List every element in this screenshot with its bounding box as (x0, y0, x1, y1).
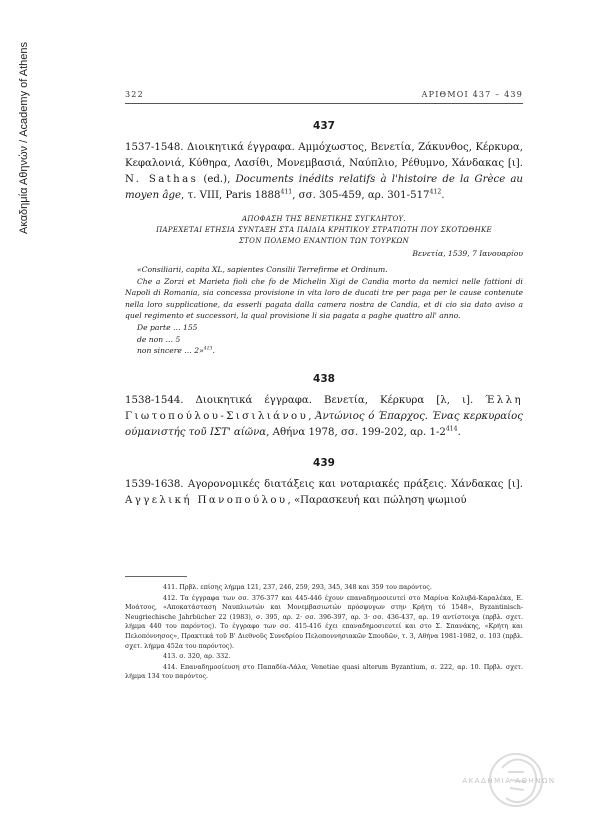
entry-author: Έλλη Γιωτοπούλου-Σισιλιάνου (125, 394, 523, 422)
entry-author-suffix: (ed.), (198, 174, 236, 185)
footnote-ref[interactable]: 411 (280, 188, 293, 196)
entry-438 (125, 393, 523, 441)
entry-dates: 1539-1638. (125, 478, 184, 490)
footnote-ref[interactable]: 413 (203, 346, 213, 352)
entry-number-438: 438 (313, 372, 335, 385)
entry-437 (125, 140, 523, 204)
footnote-411: 411. Πρβλ. επίσης λήμμα 121, 237, 246, 259, 293, 345, 348 και 359 του παρόντος. (163, 583, 432, 591)
entry-ref-a: , τ. VIII, Paris 1888 (181, 190, 281, 201)
entry-439 (125, 477, 523, 509)
document-place-date: Βενετία, 1539, 7 Ιανουαρίου (412, 249, 523, 258)
vote-line: de non … 5 (137, 334, 181, 344)
document-title-line: ΑΠΟΦΑΣΗ ΤΗΣ ΒΕΝΕΤΙΚΗΣ ΣΥΓΚΛΗΤΟΥ. (241, 215, 407, 223)
footnote-412: 412. Τα έγγραφα των σσ. 376-377 και 445-446 έχουν επαναδημοσιευτεί στο Μαρίνα Κολυβά-Καραλέκα, Ε. Μοάτσος, «Αποκατάσταση Ναυπλιωτών και Μονεμβασιωτών πρόσφυγων στην Κρήτη τό 1548», Byzantinisch-Neugriechische Jahrbücher 22 (1983), σ. 395, αρ. 2· σσ. 396-397, αρ. 3· σσ. 436-437, αρ. 19 αντίστοιχα (πρβλ. σχετ. λήμμα 440 του παρόντος). Το έγγραφο των σσ. 415-416 έχει επαναδημοσιευτεί και στο Σ. Σπανάκης, «Κρήτη και Πελοπόννησος», Πρακτικά τοῦ Β' Διεθνοῦς Συνεδρίου Πελοποννησιακῶν Σπουδῶν, τ. 3, Αθήνα 1981-1982, σ. 103 (πρβλ. σχετ. λήμμα 452α του παρόντος). (125, 593, 523, 650)
entry-author: N. Sathas (125, 174, 199, 185)
running-title: ΑΡΙΘΜΟΙ 437 – 439 (421, 90, 523, 99)
footnote-ref[interactable]: 412 (429, 188, 442, 196)
entry-author-suffix: , «Παρασκευή και πώληση ψωμιού (287, 494, 467, 506)
document-title-line: ΣΤΟΝ ΠΟΛΕΜΟ ΕΝΑΝΤΙΟΝ ΤΩΝ ΤΟΥΡΚΩΝ (238, 237, 410, 245)
entry-work-title: Άντώνιος ό Έπαρχος. Ένας κερκυραίος ούμανιστής τοῦ ΙΣΤ' αίῶνα (125, 410, 524, 438)
book-page (125, 90, 523, 509)
entry-number-439: 439 (313, 456, 335, 469)
entry-summary: Διοικητικά έγγραφα. Αμμόχωστος, Βενετία, Ζάκυνθος, Κέρκυρα, Κεφαλονιά, Κύθηρα, Λασίθι, Μονεμβασιά, Ναύπλιο, Ρέθυμνο, Χάνδακας [ι]. (125, 142, 523, 169)
running-header (125, 90, 523, 99)
academy-watermark (454, 738, 564, 828)
entry-author-suffix: , (308, 410, 316, 422)
entry-summary: Διοικητικά έγγραφα. Βενετία, Κέρκυρα [λ, ι]. (183, 394, 474, 406)
entry-ref-end: . (441, 190, 445, 201)
watermark-text: ΑΚΑΔΗΜΙΑ ΑΘΗΝΩΝ (462, 777, 556, 785)
latin-quotation (125, 264, 523, 357)
entry-ref-a: , Αθήνα 1978, σσ. 199-202, αρ. 1-2 (266, 426, 446, 438)
vote-line: De parte … 155 (137, 322, 198, 332)
entry-dates: 1537-1548. (125, 142, 184, 153)
vote-line (125, 345, 523, 357)
document-title (125, 214, 523, 247)
footnote-413: 413. σ. 320, αρ. 332. (163, 652, 231, 661)
entry-work-title: Documents inédits relatifs à l'histoire de la Grèce au moyen âge (125, 174, 523, 201)
document-title-line: ΠΑΡΕΧΕΤΑΙ ΕΤΗΣΙΑ ΣΥΝΤΑΞΗ ΣΤΑ ΠΑΙΔΙΑ ΚΡΗΤΙΚΟΥ ΣΤΡΑΤΙΩΤΗ ΠΟΥ ΣΚΟΤΩΘΗΚΕ (156, 226, 492, 234)
vote-text: non sincere … 2» (137, 346, 204, 356)
latin-paragraph: «Consiliarii, capita XL, sapientes Consilii Terrefirme et Ordinum. (137, 265, 388, 274)
entry-number-437: 437 (313, 120, 335, 132)
entry-summary: Αγορονομικές διατάξεις και νοταριακές πράξεις. Χάνδακας [ι]. (183, 478, 523, 490)
footnote-ref[interactable]: 414 (445, 425, 458, 433)
entry-author: Αγγελική Πανοπούλου (125, 494, 288, 506)
footnote-rule (125, 576, 187, 577)
latin-paragraph: Che a Zorzi et Marieta fioli che fo de Michelin Xigi de Candia morto da nemici nelle fattioni di Napoli di Romania, sia concessa provisione in vita loro de ducati tre per paga per le cause contenute nella loro supplicatione, da esserli pagata dalla camera nostra de Candia, et di cio sia dato aviso a quel regimento et successori, la qual provisione li sia pagata a paghe quattro all' anno. (125, 276, 523, 321)
footnotes (125, 583, 523, 683)
entry-ref-end: . (457, 426, 461, 438)
vote-end: . (212, 346, 215, 356)
entry-dates: 1538-1544. (125, 394, 184, 406)
header-rule (125, 103, 523, 104)
archive-sidebar-label: Ακαδημία Αθηνών / Academy of Athens (18, 41, 30, 234)
footnote-414: 414. Επαναδημοσίευση στο Παπαδία-Λάλα, Venetiae quasi alterum Byzantium, σ. 222, αρ. 10. Πρβλ. σχετ. λήμμα 134 του παρόντος. (125, 662, 523, 681)
entry-ref-b: , σσ. 305-459, αρ. 301-517 (292, 190, 430, 201)
page-number: 322 (125, 90, 144, 99)
